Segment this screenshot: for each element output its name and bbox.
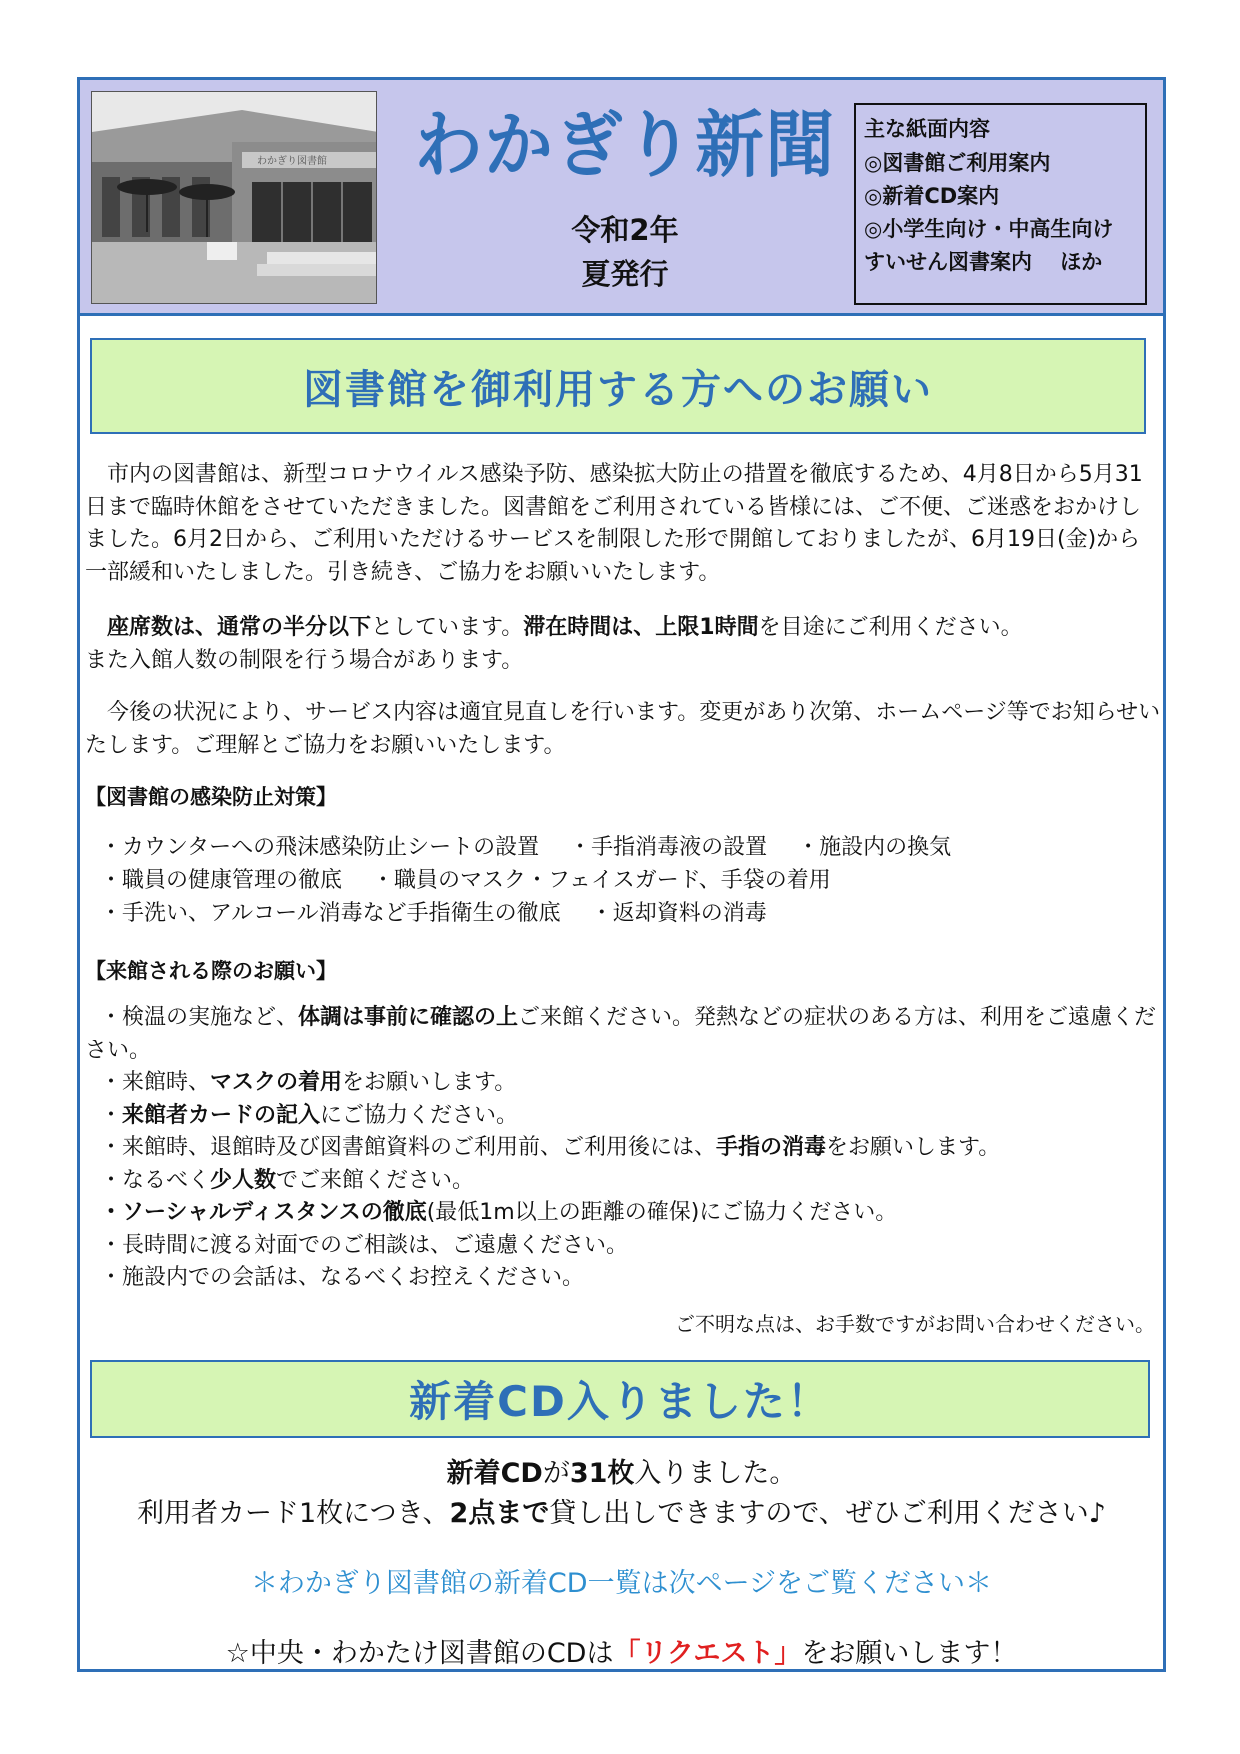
request-emphasis: 来館者カードの記入 xyxy=(122,1102,321,1128)
request-text: ・来館時、退館時及び図書館資料のご利用前、ご利用後には、 xyxy=(100,1135,717,1160)
closure-text: 市内の図書館は、新型コロナウイルス感染予防、感染拡大防止の措置を徹底するため、4月8日から5月31日まで臨時休館をさせていただきました。図書館をご利用されている皆様には、ご不便、ご迷惑をおかけしました。6月2日から、ご利用いただけるサービスを制限した形で開館しておりましたが、6月19日(金)から一部緩和いたしました。引き続き、ご協力をお願いいたします。 xyxy=(85,462,1143,585)
contents-item: すいせん図書案内 ほか xyxy=(864,250,1103,274)
request-text: ・来館時、 xyxy=(100,1070,211,1095)
measure-item: ・職員の健康管理の徹底 xyxy=(100,868,343,893)
seating-text: としています。 xyxy=(371,615,524,640)
request-text: ・施設内での会話は、なるべくお控えください。 xyxy=(100,1265,585,1290)
request-item xyxy=(85,1100,1161,1133)
cd-banner xyxy=(90,1360,1150,1438)
contents-item: ◎図書館ご利用案内 xyxy=(864,151,1051,175)
request-item xyxy=(85,1132,1161,1165)
measure-item: ・手指消毒液の設置 xyxy=(569,835,768,860)
issue-year: 令和2年 xyxy=(571,213,679,247)
measures-row xyxy=(100,864,951,897)
request-emphasis: ・ソーシャルディスタンスの徹底 xyxy=(100,1200,427,1225)
measure-item: ・カウンターへの飛沫感染防止シートの設置 xyxy=(100,835,540,860)
request-item xyxy=(85,1165,1161,1198)
newspaper-title: わかぎり新聞 xyxy=(414,103,836,187)
cd-banner-title: 新着CD入りました！ xyxy=(409,1377,831,1426)
request-item xyxy=(85,1197,1161,1230)
entry-limit-text: また入館人数の制限を行う場合があります。 xyxy=(85,647,524,673)
cd-list-note: ＊わかぎり図書館の新着CD一覧は次ページをご覧ください＊ xyxy=(250,1568,993,1599)
cd-text: が xyxy=(542,1458,570,1489)
request-keyword: 「リクエスト」 xyxy=(613,1638,802,1669)
title-block xyxy=(380,100,870,296)
seating-limit: 座席数は、通常の半分以下 xyxy=(107,615,372,640)
newsletter-frame xyxy=(77,77,1166,1672)
library-building-photo xyxy=(91,91,377,304)
cd-count: 31枚 xyxy=(569,1458,635,1489)
measures-list xyxy=(100,831,951,930)
contents-title: 主な紙面内容 xyxy=(864,117,990,141)
request-emphasis: 手指の消毒 xyxy=(716,1135,827,1160)
contents-item: ◎小学生向け・中高生向け xyxy=(864,217,1114,241)
cd-text: 入りました。 xyxy=(634,1458,797,1489)
requests-heading: 【来館される際のお願い】 xyxy=(85,959,337,983)
cd-text: ☆中央・わかたけ図書館のCDは xyxy=(225,1638,614,1669)
request-text: ・ xyxy=(100,1102,123,1128)
cd-loan-line xyxy=(80,1494,1163,1534)
measures-row xyxy=(100,897,951,930)
notice-banner xyxy=(90,338,1146,434)
cd-text: をお願いします！ xyxy=(801,1638,1018,1669)
notice-paragraph-seating xyxy=(85,612,1161,677)
measures-row xyxy=(100,831,951,864)
request-text: をお願いします。 xyxy=(342,1070,517,1095)
updates-text: 今後の状況により、サービス内容は適宜見直しを行います。変更があり次第、ホームページ等でお知らせいたします。ご理解とご協力をお願いいたします。 xyxy=(85,700,1161,758)
measure-item: ・職員のマスク・フェイスガード、手袋の着用 xyxy=(372,868,831,893)
request-text: ・検温の実施など、 xyxy=(100,1005,299,1030)
contents-box xyxy=(854,103,1147,305)
request-emphasis: 少人数 xyxy=(210,1167,277,1193)
notice-paragraph-closure xyxy=(85,459,1161,589)
building-sign: わかぎり図書館 xyxy=(257,156,327,167)
contact-note: ご不明な点は、お手数ですがお問い合わせください。 xyxy=(675,1312,1155,1336)
stay-limit: 滞在時間は、上限1時間 xyxy=(523,615,759,640)
cd-request-line xyxy=(80,1634,1163,1674)
cd-loan-limit: 2点まで xyxy=(449,1498,550,1529)
measure-item: ・返却資料の消毒 xyxy=(590,901,767,926)
request-item xyxy=(85,1230,1161,1263)
request-text: ・なるべく xyxy=(100,1167,211,1193)
measure-item: ・手洗い、アルコール消毒など手指衛生の徹底 xyxy=(100,901,561,926)
issue-season: 夏発行 xyxy=(581,257,669,291)
request-emphasis: マスクの着用 xyxy=(210,1070,343,1095)
stay-text: を目途にご利用ください。 xyxy=(758,615,1023,640)
contents-item: ◎新着CD案内 xyxy=(864,184,1000,208)
request-text: ・長時間に渡る対面でのご相談は、ご遠慮ください。 xyxy=(100,1232,629,1258)
request-text: ご来館ください。発熱などの症状のある方は、利用をご遠慮ください。 xyxy=(85,1005,1157,1063)
request-item xyxy=(85,1067,1161,1100)
request-text: をお願いします。 xyxy=(826,1135,1001,1160)
request-text: にご協力ください。 xyxy=(320,1102,519,1128)
requests-list xyxy=(85,1002,1161,1295)
cd-text: 利用者カード1枚につき、 xyxy=(136,1498,450,1529)
cd-text: 貸し出しできますので、ぜひご利用ください♪ xyxy=(549,1498,1107,1529)
library-building-illustration xyxy=(92,92,377,304)
masthead xyxy=(80,80,1163,316)
request-text: でご来館ください。 xyxy=(276,1167,475,1193)
request-emphasis: 体調は事前に確認の上 xyxy=(298,1005,519,1030)
measures-heading: 【図書館の感染防止対策】 xyxy=(85,785,337,809)
notice-banner-title: 図書館を御利用する方へのお願い xyxy=(303,366,933,413)
request-item xyxy=(85,1002,1161,1067)
cd-count-line xyxy=(80,1454,1163,1494)
request-text: (最低1m以上の距離の確保)にご協力ください。 xyxy=(426,1200,898,1225)
notice-paragraph-updates xyxy=(85,697,1161,762)
cd-emphasis: 新着CD xyxy=(446,1458,543,1489)
request-item xyxy=(85,1262,1161,1295)
measure-item: ・施設内の換気 xyxy=(797,835,952,860)
